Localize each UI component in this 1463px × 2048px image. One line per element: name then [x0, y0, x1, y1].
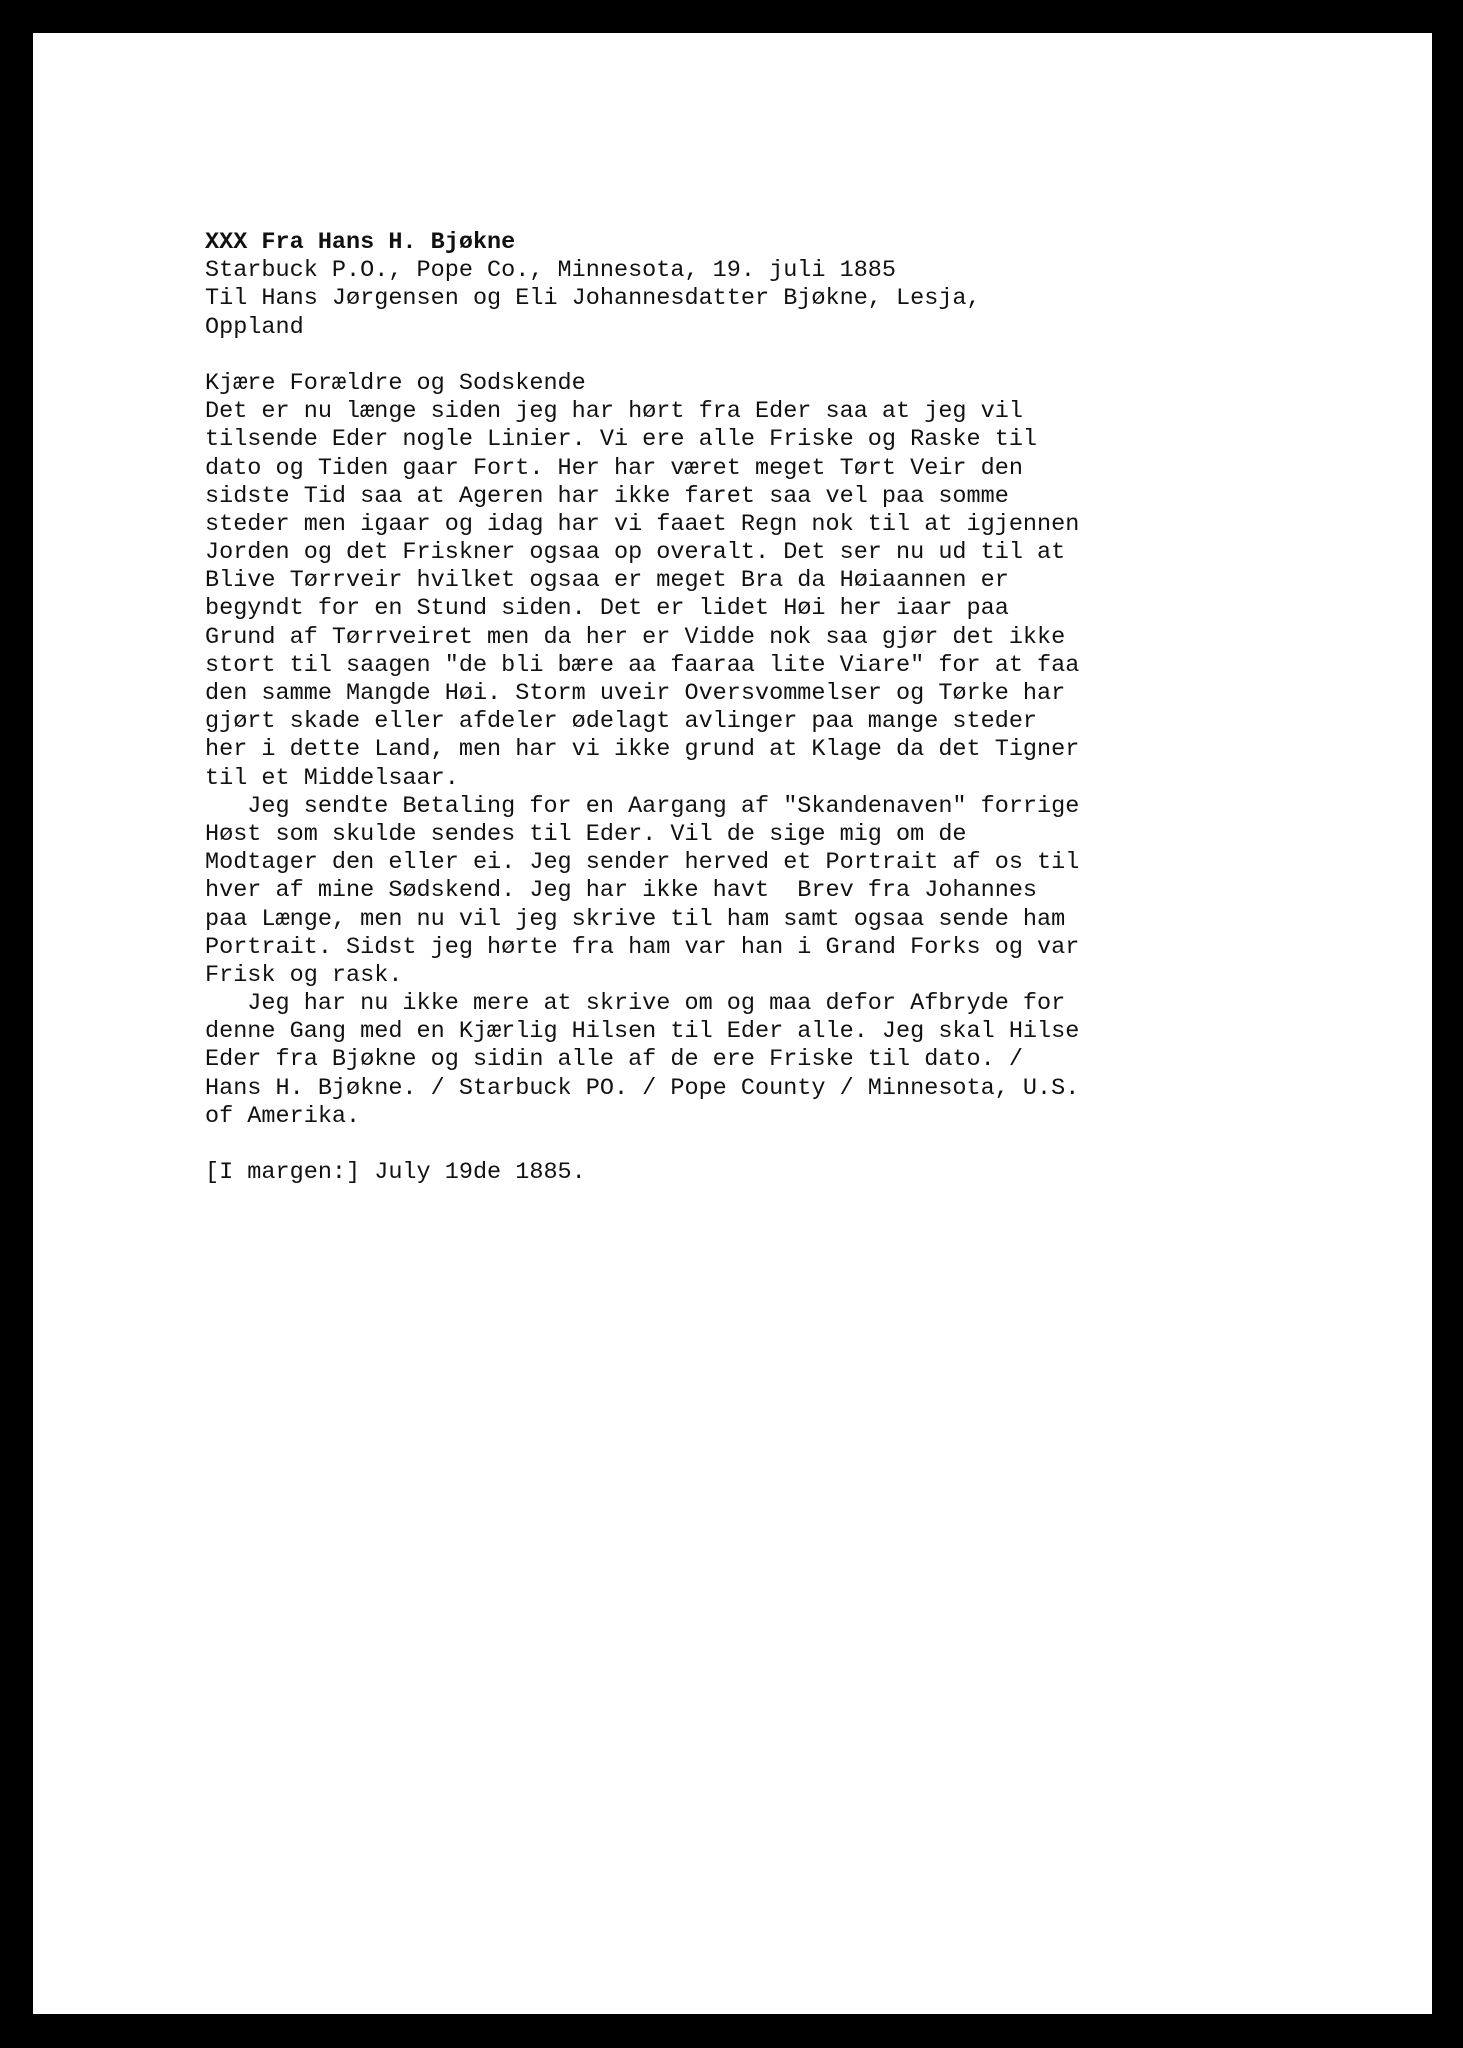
body-line: paa Længe, men nu vil jeg skrive til ham samt ogsaa sende ham — [205, 905, 1066, 933]
body-line: sidste Tid saa at Ageren har ikke faret saa vel paa somme — [205, 482, 1009, 510]
letter-transcription — [205, 229, 1405, 1187]
blank-line — [205, 342, 1405, 370]
body-line: dato og Tiden gaar Fort. Her har været meget Tørt Veir den — [205, 454, 1023, 482]
body-line: of Amerika. — [205, 1102, 361, 1130]
body-line: begyndt for en Stund siden. Det er lidet Høi her iaar paa — [205, 595, 1009, 623]
body-line: Jeg sendte Betaling for en Aargang af "Skandenaven" forrige — [205, 792, 1080, 820]
body-line: Eder fra Bjøkne og sidin alle af de ere Friske til dato. / — [205, 1046, 1023, 1074]
body-line: Hans H. Bjøkne. / Starbuck PO. / Pope County / Minnesota, U.S. — [205, 1074, 1080, 1102]
body-line: denne Gang med en Kjærlig Hilsen til Eder alle. Jeg skal Hilse — [205, 1018, 1080, 1046]
body-line: Det er nu længe siden jeg har hørt fra Eder saa at jeg vil — [205, 398, 1023, 426]
body-line: gjørt skade eller afdeler ødelagt avlinger paa mange steder — [205, 708, 1038, 736]
document-page — [33, 33, 1432, 2014]
body-line: tilsende Eder nogle Linier. Vi ere alle Friske og Raske til — [205, 426, 1038, 454]
body-line: til et Middelsaar. — [205, 764, 459, 792]
body-line: stort til saagen "de bli bære aa faaraa lite Viare" for at faa — [205, 651, 1080, 679]
margin-note: [I margen:] July 19de 1885. — [205, 1159, 586, 1187]
header-line: Starbuck P.O., Pope Co., Minnesota, 19. juli 1885 — [205, 257, 897, 285]
body-line: hver af mine Sødskend. Jeg har ikke havt Brev fra Johannes — [205, 877, 1038, 905]
body-line: Høst som skulde sendes til Eder. Vil de sige mig om de — [205, 820, 967, 848]
blank-line — [205, 1131, 1405, 1159]
body-line: her i dette Land, men har vi ikke grund at Klage da det Tigner — [205, 736, 1080, 764]
body-line: Jeg har nu ikke mere at skrive om og maa defor Afbryde for — [205, 990, 1066, 1018]
body-line: Modtager den eller ei. Jeg sender herved et Portrait af os til — [205, 849, 1080, 877]
body-line: steder men igaar og idag har vi faaet Regn nok til at igjennen — [205, 510, 1080, 538]
letter-heading: XXX Fra Hans H. Bjøkne — [205, 229, 516, 256]
header-line: Til Hans Jørgensen og Eli Johannesdatter Bjøkne, Lesja, — [205, 285, 981, 313]
body-line: Frisk og rask. — [205, 961, 403, 989]
body-line: Portrait. Sidst jeg hørte fra ham var han i Grand Forks og var — [205, 933, 1080, 961]
body-line: Jorden og det Friskner ogsaa op overalt. Det ser nu ud til at — [205, 539, 1066, 567]
salutation: Kjære Forældre og Sodskende — [205, 369, 586, 397]
body-line: Grund af Tørrveiret men da her er Vidde nok saa gjør det ikke — [205, 623, 1066, 651]
body-line: Blive Tørrveir hvilket ogsaa er meget Bra da Høiaannen er — [205, 567, 1009, 595]
body-line: den samme Mangde Høi. Storm uveir Oversvommelser og Tørke har — [205, 680, 1066, 707]
header-line: Oppland — [205, 313, 304, 341]
